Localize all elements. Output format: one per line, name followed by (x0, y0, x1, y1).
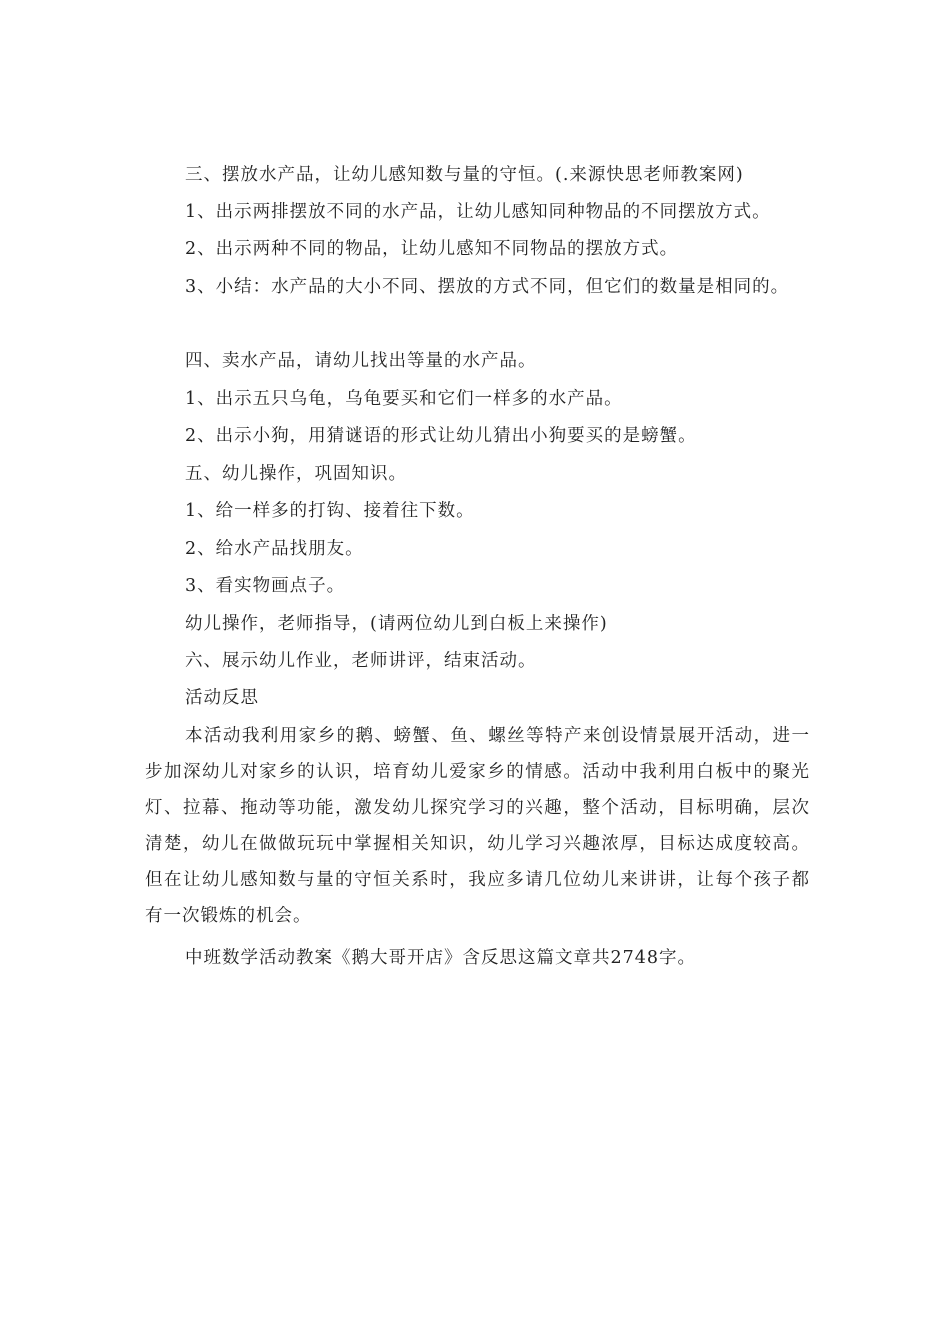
operation-note: 幼儿操作，老师指导，(请两位幼儿到白板上来操作) (185, 614, 608, 634)
reflection-heading: 活动反思 (185, 688, 259, 708)
list-item: 2、出示两种不同的物品，让幼儿感知不同物品的摆放方式。 (185, 239, 679, 259)
section-four-heading: 四、卖水产品，请幼儿找出等量的水产品。 (185, 351, 537, 371)
list-item: 3、小结：水产品的大小不同、摆放的方式不同，但它们的数量是相同的。 (185, 277, 790, 297)
section-three-heading: 三、摆放水产品，让幼儿感知数与量的守恒。(.来源快思老师教案网) (185, 165, 744, 185)
section-six-heading: 六、展示幼儿作业，老师讲评，结束活动。 (185, 651, 537, 671)
list-item: 1、给一样多的打钩、接着往下数。 (185, 501, 475, 521)
list-item: 1、出示五只乌龟，乌龟要买和它们一样多的水产品。 (185, 389, 623, 409)
section-five-heading: 五、幼儿操作，巩固知识。 (185, 464, 407, 484)
list-item: 3、看实物画点子。 (185, 576, 346, 596)
list-item: 2、给水产品找朋友。 (185, 539, 364, 559)
list-item: 2、出示小狗，用猜谜语的形式让幼儿猜出小狗要买的是螃蟹。 (185, 426, 697, 446)
list-item: 1、出示两排摆放不同的水产品，让幼儿感知同种物品的不同摆放方式。 (185, 202, 771, 222)
reflection-paragraph: 本活动我利用家乡的鹅、螃蟹、鱼、螺丝等特产来创设情景展开活动，进一步加深幼儿对家乡的认识，培育幼儿爱家乡的情感。活动中我利用白板中的聚光灯、拉幕、拖动等功能，激发幼儿探究学习的兴趣，整个活动，目标明确，层次清楚，幼儿在做做玩玩中掌握相关知识，幼儿学习兴趣浓厚，目标达成度较高。但在让幼儿感知数与量的守恒关系时，我应多请几位幼儿来讲讲，让每个孩子都有一次锻炼的机会。 (145, 726, 810, 926)
closing-line: 中班数学活动教案《鹅大哥开店》含反思这篇文章共2748字。 (185, 948, 697, 968)
